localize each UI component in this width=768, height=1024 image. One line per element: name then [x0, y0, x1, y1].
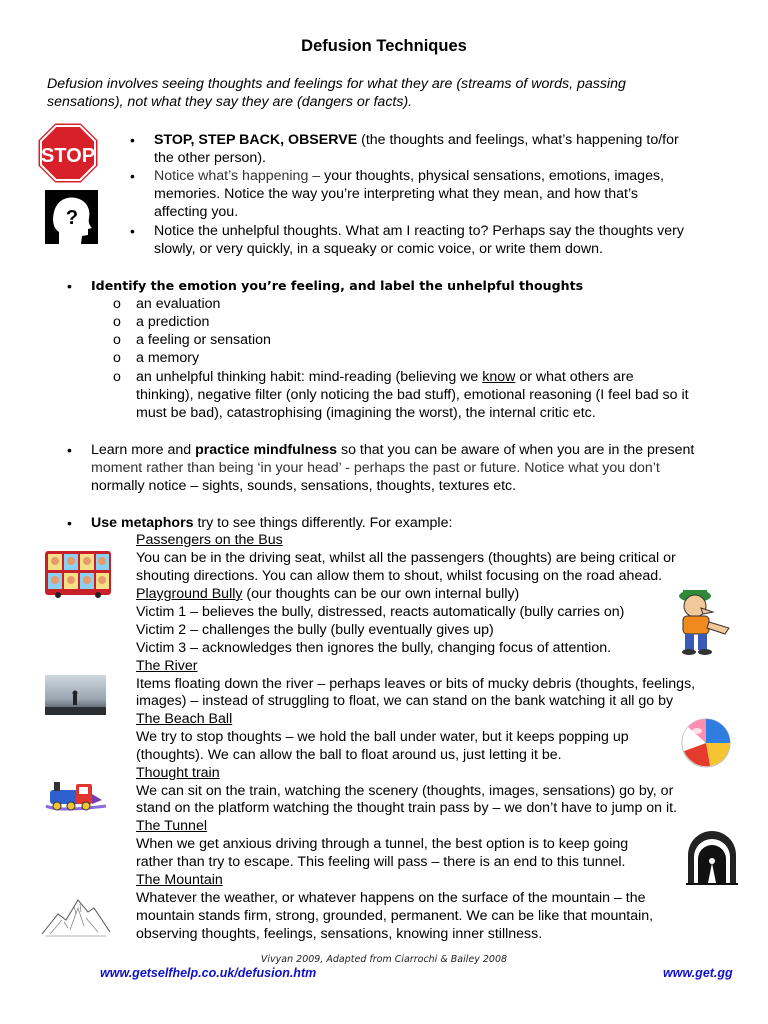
- mindfulness-line-3: normally notice – sights, sounds, sensations, thoughts, textures etc.: [91, 478, 517, 494]
- identify-heading: Identify the emotion you’re feeling, and label the unhelpful thoughts: [91, 278, 584, 293]
- bus-line-1: You can be in the driving seat, whilst all the passengers (thoughts) are being critical or: [136, 550, 676, 566]
- identify-item: a feeling or sensation: [136, 332, 271, 348]
- tunnel-icon: [686, 829, 738, 885]
- circle-bullet: o: [113, 314, 121, 330]
- notice-happening-a: Notice what’s happening –: [154, 168, 325, 184]
- footer-link-getgg[interactable]: www.get.gg: [663, 966, 733, 980]
- train-line-1: We can sit on the train, watching the scenery (thoughts, images, sensations) go by, or: [136, 783, 674, 799]
- mountain-line-2: mountain stands firm, strong, grounded, permanent. We can be like that mountain,: [136, 908, 654, 924]
- bully-cartoon-icon: [665, 584, 741, 656]
- intro-paragraph: [47, 75, 626, 111]
- mindfulness-a: Learn more and: [91, 442, 196, 458]
- notice-happening-line: [154, 167, 664, 185]
- mindfulness-b: so that you can be aware of when you are in the present: [337, 442, 695, 458]
- bullet-dot: •: [130, 223, 135, 239]
- identify-item: an evaluation: [136, 296, 221, 312]
- ball-line-2: (thoughts). We can allow the ball to float around us, just letting it be.: [136, 747, 562, 763]
- train-line-2: stand on the platform watching the thought train pass by – we don’t have to jump on it.: [136, 800, 678, 816]
- stop-sign-text: STOP: [40, 145, 96, 167]
- habit-know: know: [482, 369, 516, 385]
- bully-rest: (our thoughts can be our own internal bully): [242, 586, 520, 602]
- mindfulness-line: [91, 441, 694, 459]
- mountain-line-1: Whatever the weather, or whatever happens on the surface of the mountain – the: [136, 890, 646, 906]
- bully-title-line: [136, 585, 519, 603]
- identify-habit-line-3: must be bad), catastrophising (imagining the worst), the internal critic etc.: [136, 405, 596, 421]
- ball-line-1: We try to stop thoughts – we hold the ball under water, but it keeps popping up: [136, 729, 629, 745]
- bullet-dot: •: [67, 278, 72, 294]
- circle-bullet: o: [113, 296, 121, 312]
- stop-step-back-rest: (the thoughts and feelings, what’s happening to/for: [357, 132, 679, 148]
- river-line-2: images) – instead of struggling to float, we can stand on the bank watching it all go by: [136, 693, 674, 709]
- mindfulness-bold: practice mindfulness: [195, 442, 338, 458]
- mountain-sketch-icon: [40, 890, 112, 940]
- identify-habit-line-2: thinking), negative filter (only noticing the bad stuff), emotional reasoning (I feel bad so it: [136, 387, 689, 403]
- habit-b: or what others are: [515, 369, 634, 385]
- train-title: Thought train: [136, 765, 220, 781]
- notice-happening-b: your thoughts, physical sensations, emotions, images,: [324, 168, 664, 184]
- bullet-dot: •: [67, 515, 72, 531]
- notice-unhelpful-line: Notice the unhelpful thoughts. What am I reacting to? Perhaps say the thoughts very: [154, 223, 684, 239]
- habit-a: an unhelpful thinking habit: mind-reading (believing we: [136, 369, 483, 385]
- mountain-line-3: observing thoughts, feelings, sensations, knowing inner stillness.: [136, 926, 543, 942]
- svg-text:?: ?: [65, 207, 79, 229]
- tunnel-line-2: rather than try to escape. This feeling will pass – there is an end to this tunnel.: [136, 854, 626, 870]
- circle-bullet: o: [113, 369, 121, 385]
- ball-title: The Beach Ball: [136, 711, 233, 727]
- metaphors-rest: try to see things differently. For example:: [193, 515, 453, 531]
- notice-unhelpful-line-2: slowly, or very quickly, in a squeaky or comic voice, or write them down.: [154, 241, 603, 257]
- bully-title: Playground Bully: [136, 586, 243, 602]
- river-line-1: Items floating down the river – perhaps leaves or bits of mucky debris (thoughts, feelings,: [136, 676, 696, 692]
- identify-item: a memory: [136, 350, 200, 366]
- head-question-icon: [45, 190, 98, 244]
- bus-title: Passengers on the Bus: [136, 532, 283, 548]
- bus-passengers-icon: [44, 548, 112, 598]
- tunnel-title: The Tunnel: [136, 818, 207, 834]
- circle-bullet: o: [113, 350, 121, 366]
- stop-step-back-line: [154, 131, 679, 149]
- stop-step-back-bold: STOP, STEP BACK, OBSERVE: [154, 132, 358, 148]
- stop-sign-icon: [37, 122, 99, 184]
- bus-line-2: shouting directions. You can allow them to shout, whilst focusing on the road ahead.: [136, 568, 663, 584]
- bullet-dot: •: [67, 442, 72, 458]
- credit-line: Vivyan 2009, Adapted from Ciarrochi & Bailey 2008: [260, 954, 508, 965]
- tunnel-line-1: When we get anxious driving through a tunnel, the best option is to keep going: [136, 836, 629, 852]
- identify-habit-line: [136, 368, 634, 386]
- bullet-dot: •: [130, 168, 135, 184]
- stop-step-back-line-2: the other person).: [154, 150, 266, 166]
- metaphors-bold: Use metaphors: [91, 515, 194, 531]
- footer-link-defusion[interactable]: www.getselfhelp.co.uk/defusion.htm: [100, 966, 317, 980]
- river-title: The River: [136, 658, 198, 674]
- beach-ball-icon: [680, 717, 732, 769]
- page-title: Defusion Techniques: [301, 37, 467, 55]
- bully-victim-2: Victim 2 – challenges the bully (bully eventually gives up): [136, 622, 494, 638]
- identify-item: a prediction: [136, 314, 210, 330]
- metaphors-line: [91, 514, 452, 532]
- bully-victim-3: Victim 3 – acknowledges then ignores the bully, changing focus of attention.: [136, 640, 612, 656]
- bullet-dot: •: [130, 132, 135, 148]
- circle-bullet: o: [113, 332, 121, 348]
- river-photo-icon: [45, 675, 106, 715]
- mountain-title: The Mountain: [136, 872, 223, 888]
- notice-happening-line-3: affecting you.: [154, 204, 239, 220]
- intro-line-1: Defusion involves seeing thoughts and feelings for what they are (streams of words, passing: [47, 76, 626, 92]
- train-icon: [44, 780, 108, 816]
- notice-happening-line-2: memories. Notice the way you’re interpreting what they mean, and how that’s: [154, 186, 638, 202]
- bully-victim-1: Victim 1 – believes the bully, distressed, reacts automatically (bully carries on): [136, 604, 625, 620]
- intro-line-2: sensations), not what they say they are (dangers or facts).: [47, 94, 413, 110]
- mindfulness-line-2: moment rather than being ‘in your head’ - perhaps the past or future. Notice what you don’t: [91, 460, 660, 476]
